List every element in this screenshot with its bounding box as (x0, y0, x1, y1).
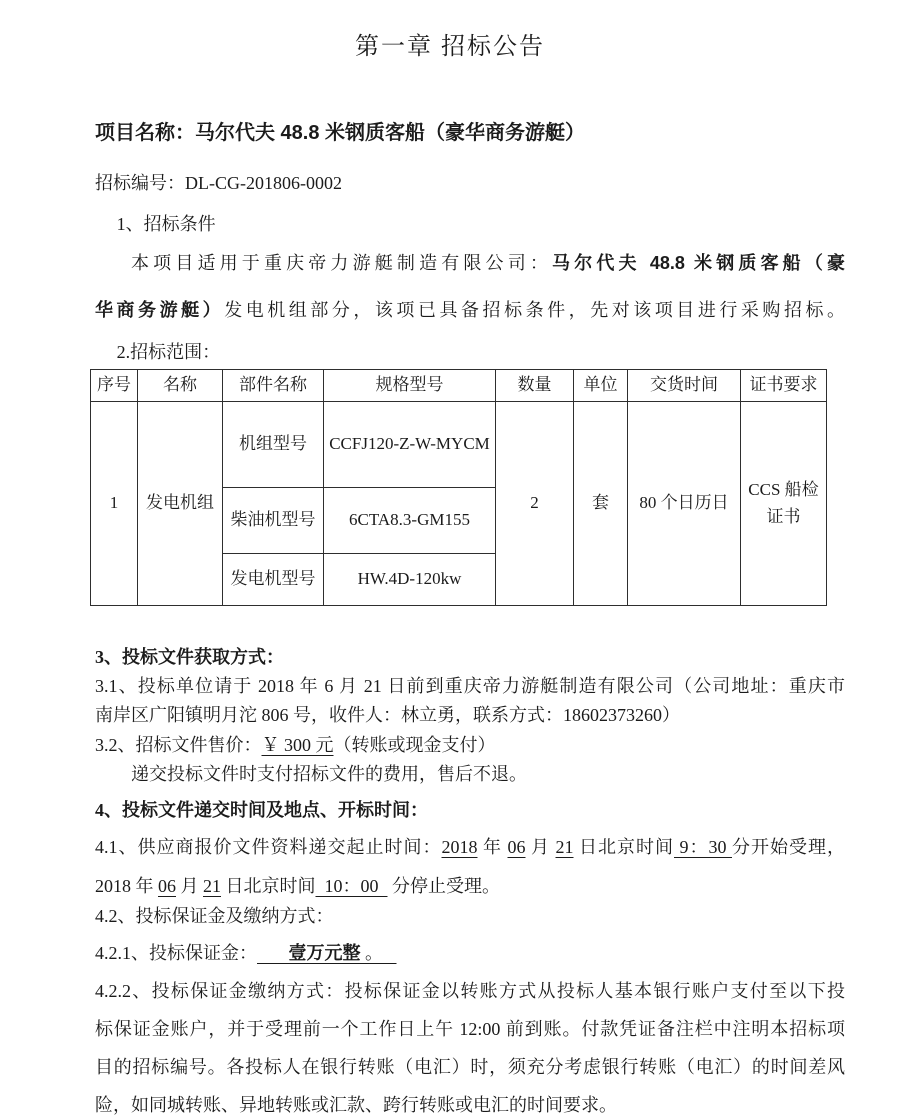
project-name-heading: 项目名称：马尔代夫 48.8 米钢质客船（豪华商务游艇） (95, 122, 586, 144)
header-name: 名称 (138, 370, 223, 402)
cell-delivery: 80 个日历日 (628, 402, 741, 606)
scope-table (90, 369, 827, 606)
table-row (91, 402, 827, 488)
header-seq: 序号 (91, 370, 138, 402)
cell-name: 发电机组 (138, 402, 223, 606)
section-4-1-paragraph (95, 828, 845, 906)
tender-number: 招标编号：DL-CG-201806-0002 (95, 173, 342, 193)
section-1-title: 1、招标条件 (116, 214, 216, 234)
section-4-title: 4、投标文件递交时间及地点、开标时间： (95, 800, 428, 820)
section-3-2-line: 3.2、招标文件售价：￥ 300 元（转账或现金支付） (95, 735, 496, 755)
section-4-2-1-line: 4.2.1、投标保证金： 壹万元整 。 (95, 943, 397, 963)
header-cert: 证书要求 (741, 370, 827, 402)
section-4-2-title: 4.2、投标保证金及缴纳方式： (95, 906, 334, 926)
cell-part-3: 发电机型号 (223, 554, 324, 606)
section-4-2-2-paragraph (95, 972, 845, 1118)
cell-spec-1: CCFJ120-Z-W-MYCM (324, 402, 496, 488)
cell-spec-3: HW.4D-120kw (324, 554, 496, 606)
section-4-2-2-line-2: 标保证金账户，并于受理前一个工作日上午 12:00 前到账。付款凭证备注栏中注明本招标项 (95, 1019, 845, 1039)
section-1-paragraph (95, 240, 845, 334)
cell-qty: 2 (496, 402, 574, 606)
section-3-1-line-1: 3.1、投标单位请于 2018 年 6 月 21 日前到重庆帝力游艇制造有限公司（公司地址：重庆市 (95, 676, 845, 696)
section-3-note: 递交投标文件时支付招标文件的费用，售后不退。 (131, 764, 527, 784)
section-4-2-2-line-3: 目的招标编号。各投标人在银行转账（电汇）时，须充分考虑银行转账（电汇）的时间差风 (95, 1057, 845, 1077)
header-delivery: 交货时间 (628, 370, 741, 402)
section-3-1-line-2: 南岸区广阳镇明月沱 806 号，收件人：林立勇，联系方式：18602373260） (95, 705, 680, 725)
cell-seq: 1 (91, 402, 138, 606)
section-3-1-paragraph (95, 672, 845, 730)
cell-part-1: 机组型号 (223, 402, 324, 488)
cell-part-2: 柴油机型号 (223, 488, 324, 554)
section-3-title: 3、投标文件获取方式： (95, 647, 284, 667)
cell-cert: CCS 船检证书 (741, 402, 827, 606)
section-2-title: 2.招标范围： (116, 342, 221, 362)
header-spec: 规格型号 (324, 370, 496, 402)
chapter-title: 第一章 招标公告 (355, 34, 545, 60)
section-4-1-line-2: 2018 年 06 月 21 日北京时间 10：00 分停止受理。 (95, 876, 500, 896)
section-4-2-2-line-1: 4.2.2、投标保证金缴纳方式：投标保证金以转账方式从投标人基本银行账户支付至以下投 (95, 981, 845, 1001)
section-4-2-2-line-4: 险，如同城转账、异地转账或汇款、跨行转账或电汇的时间要求。 (95, 1095, 617, 1115)
section-1-paragraph-line-1: 本项目适用于重庆帝力游艇制造有限公司：马尔代夫 48.8 米钢质客船（豪 (131, 253, 845, 273)
table-header-row (91, 370, 827, 402)
header-part: 部件名称 (223, 370, 324, 402)
cell-unit: 套 (574, 402, 628, 606)
section-4-1-line-1: 4.1、供应商报价文件资料递交起止时间：2018 年 06 月 21 日北京时间 9：30 分开始受理， (95, 837, 845, 857)
cell-spec-2: 6CTA8.3-GM155 (324, 488, 496, 554)
header-unit: 单位 (574, 370, 628, 402)
scope-table-wrapper (90, 369, 827, 606)
header-qty: 数量 (496, 370, 574, 402)
section-1-paragraph-line-2: 华商务游艇）发电机组部分，该项已具备招标条件，先对该项目进行采购招标。 (95, 300, 846, 320)
